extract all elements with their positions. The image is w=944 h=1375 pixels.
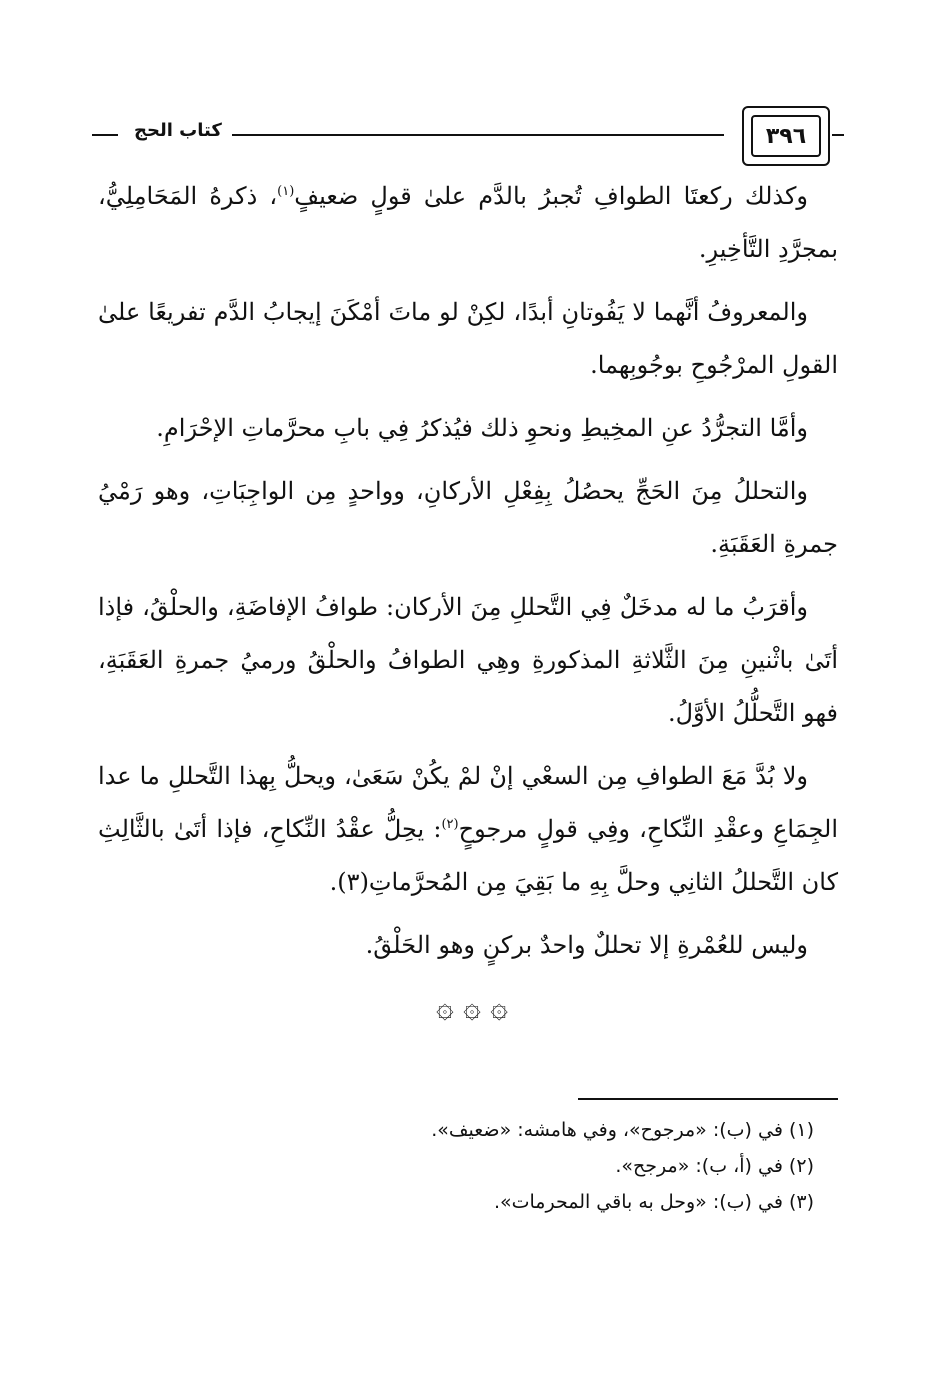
paragraph	[98, 286, 838, 392]
page-number-frame	[742, 106, 830, 166]
header-rule-left	[92, 134, 118, 136]
footnote-reference: (١)	[277, 184, 295, 199]
paragraph-text: ولا بُدَّ مَعَ الطوافِ مِن السعْي إنْ لمْ يكُنْ سَعَىٰ، ويحلُّ بِهذا التَّحللِ ما عدا الجِمَاعِ وعقْدِ النِّكاحِ، وفِي قولٍ مرجوحٍ	[98, 762, 838, 843]
header-rule-right	[832, 134, 844, 136]
paragraph-text: وأقرَبُ ما له مدخَلٌ فِي التَّحللِ مِنَ الأركان: طوافُ الإفاضَةِ، والحلْقُ، فإذا أتَىٰ باثْنينِ مِنَ الثَّلاثةِ المذكورةِ وهِي الطوافُ والحلْقُ ورميُ جمرةِ العَقَبَةِ، فهو التَّحلُّلُ الأوَّلُ.	[98, 593, 838, 727]
paragraph-text: وليس للعُمْرةِ إلا تحللٌ واحدٌ بركنٍ وهو الحَلْقُ.	[365, 931, 808, 959]
paragraph	[98, 465, 838, 571]
paragraph-text-continued: ، ذكرهُ المَحَامِلِيُّ، بمجرَّدِ التَّأخِيرِ.	[98, 182, 838, 263]
main-text	[98, 170, 838, 982]
paragraph	[98, 750, 838, 909]
paragraph-text: وكذلك ركعتَا الطوافِ تُجبرُ بالدَّم علىٰ قولٍ ضعيفٍ	[294, 182, 808, 210]
paragraph	[98, 170, 838, 276]
page-header	[92, 100, 844, 162]
footnote-separator	[578, 1098, 838, 1100]
paragraph	[98, 581, 838, 740]
paragraph-text: وأمَّا التجرُّدُ عنِ المخِيطِ ونحوِ ذلك فيُذكرُ فِي بابِ محرَّماتِ الإحْرَامِ.	[156, 414, 808, 442]
header-rule	[232, 134, 724, 136]
footnotes	[214, 1112, 814, 1220]
paragraph-text: والتحللُ مِنَ الحَجِّ يحصُلُ بِفِعْلِ الأركانِ، وواحدٍ مِن الواجِبَاتِ، وهو رَمْيُ جمرةِ العَقَبَةِ.	[98, 477, 838, 558]
page-number: ٣٩٦	[751, 115, 821, 157]
footnote-reference: (٢)	[441, 817, 459, 832]
footnote: (٢) في (أ، ب): «مرجح».	[615, 1155, 814, 1177]
section-ornament: ۞ ۞ ۞	[436, 990, 508, 1025]
footnote: (١) في (ب): «مرجوح»، وفي هامشه: «ضعيف».	[431, 1119, 814, 1141]
paragraph-text: والمعروفُ أنَّهما لا يَفُوتانِ أبدًا، لكِنْ لو ماتَ أمْكَنَ إيجابُ الدَّم تفريعًا علىٰ القولِ المرْجُوحِ بوجُوبِهما.	[98, 298, 838, 379]
paragraph	[98, 402, 838, 455]
footnote: (٣) في (ب): «وحل به باقي المحرمات».	[493, 1191, 814, 1213]
paragraph	[98, 919, 838, 972]
paragraph-text-continued: : يحِلُّ عقْدُ النِّكاحِ، فإذا أتَىٰ بالثَّالِثِ كان التَّحللُ الثانِي وحلَّ بِهِ ما بَقِيَ مِن المُحرَّماتِ(٣).	[98, 815, 838, 896]
book-title: كتاب الحج	[134, 120, 222, 141]
